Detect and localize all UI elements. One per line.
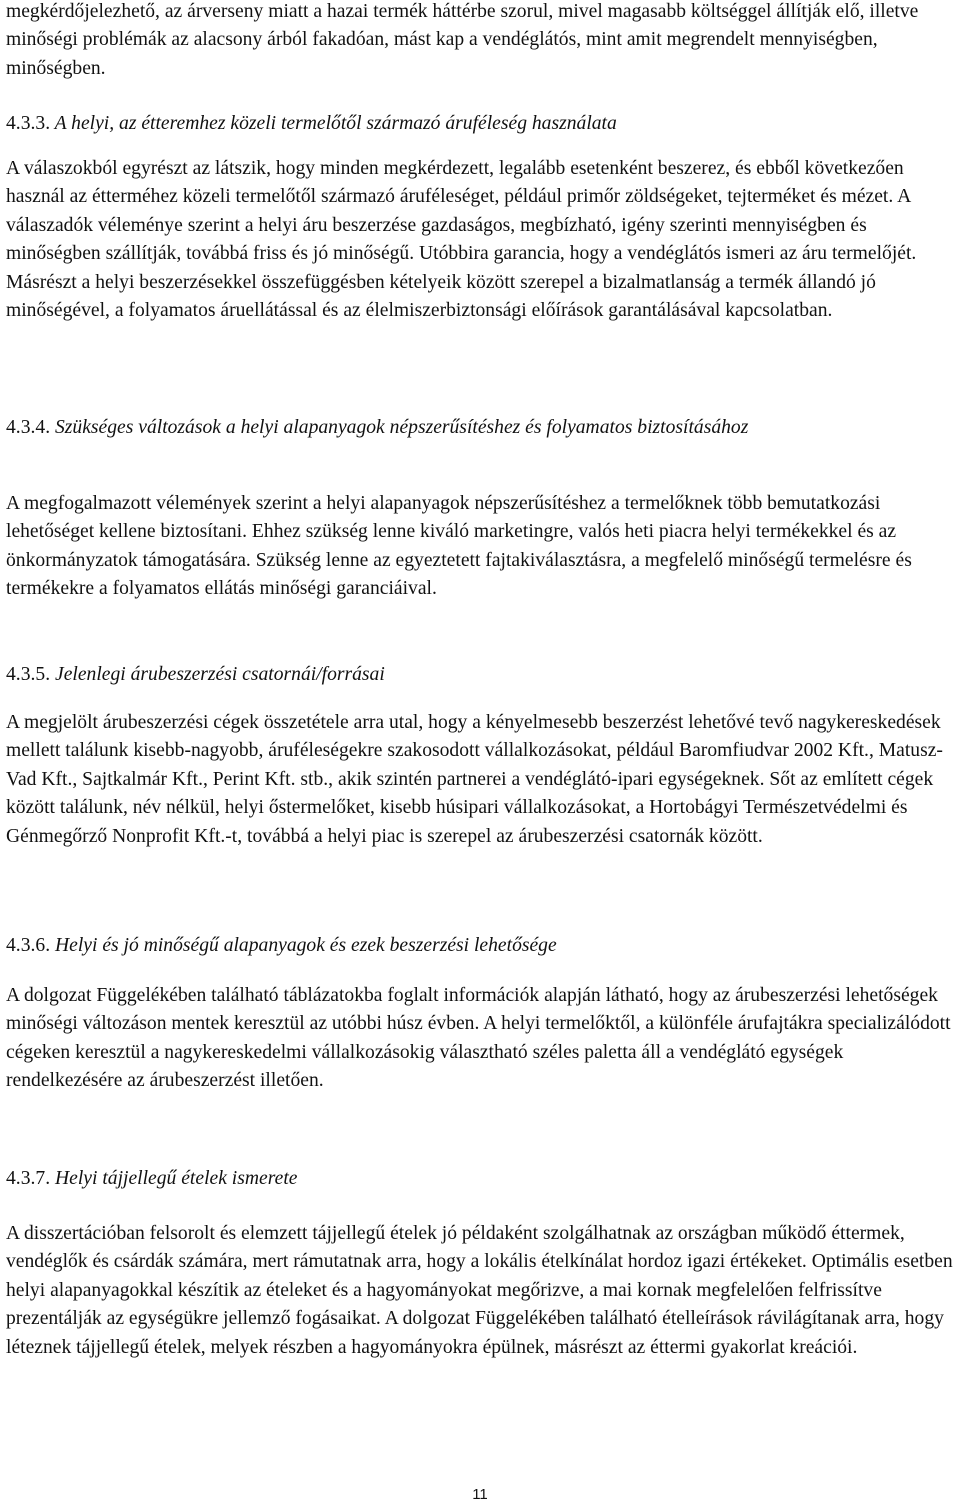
section-paragraph-4-3-7: A disszertációban felsorolt és elemzett tájjellegű ételek jó példaként szolgálhatnak az országban működő éttermek, vendéglők és csárdák számára, mert rámutatnak arra, hogy a lokális ételkínálat hordoz igazi értékeket. Optimális esetben helyi alapanyagokkal készítik az ételeket és a hagyományokat megőrizve, a mai kornak megfelelően felfrissítve prezentálják az egységükre jellemző fogásaikat. A dolgozat Függelékében található ételleírások rávilágítanak arra, hogy léteznek tájjellegű ételek, melyek részben a hagyományokra épülnek, másrészt az éttermi gyakorlat kreációi. [6, 1223, 953, 1358]
section-title: A helyi, az étteremhez közeli termelőtől származó áruféleség használata [54, 113, 617, 134]
section-paragraph-4-3-5: A megjelölt árubeszerzési cégek összetétele arra utal, hogy a kényelmesebb beszerzést lehetővé tevő nagykereskedések mellett találunk kisebb-nagyobb, áruféleségekre szakosodott vállalkozásokat, például Baromfiudvar 2002 Kft., Matusz-Vad Kft., Sajtkalmár Kft., Perint Kft. stb., akik szintén partnerei a vendéglátó-ipari egységeknek. Sőt az említett cégek között találunk, név nélkül, helyi őstermelőket, kisebb húsipari vállalkozásokat, a Hortobágyi Természetvédelmi és Génmegőrző Nonprofit Kft.-t, továbbá a helyi piac is szerepel az árubeszerzési csatornák között. [6, 712, 943, 847]
section-number: 4.3.4. [6, 417, 51, 438]
section-title: Helyi és jó minőségű alapanyagok és ezek beszerzési lehetősége [55, 935, 557, 956]
section-number: 4.3.7. [6, 1168, 51, 1189]
section-number: 4.3.6. [6, 935, 51, 956]
section-heading-4-3-6 [6, 932, 954, 960]
section-title: Helyi tájjellegű ételek ismerete [55, 1168, 298, 1189]
section-title: Jelenlegi árubeszerzési csatornái/forrásai [55, 664, 385, 685]
section-heading-4-3-5 [6, 661, 954, 689]
section-number: 4.3.5. [6, 664, 51, 685]
intro-paragraph: megkérdőjelezhető, az árverseny miatt a hazai termék háttérbe szorul, mivel magasabb költséggel állítják elő, illetve minőségi problémák az alacsony árból fakadóan, mást kap a vendéglátós, mint amit megrendelt mennyiségben, minőségben. [6, 1, 919, 79]
section-heading-4-3-7 [6, 1165, 954, 1193]
section-paragraph-4-3-3: A válaszokból egyrészt az látszik, hogy minden megkérdezett, legalább esetenként beszerez, és ebből következően használ az étterméhez közeli termelőtől származó áruféleséget, például primőr zöldségeket, tejterméket és mézet. A válaszadók véleménye szerint a helyi áru beszerzése gazdaságos, megbízható, igény szerinti mennyiségben és minőségben szállítják, továbbá friss és jó minőségű. Utóbbira garancia, hogy a vendéglátós ismeri az áru termelőjét. Másrészt a helyi beszerzésekkel összefüggésben kételyeik között szerepel a bizalmatlanság a termék állandó jó minőségével, a folyamatos áruellátással és az élelmiszerbiztonsági előírások garantálásával kapcsolatban. [6, 158, 917, 322]
section-number: 4.3.3. [6, 113, 51, 134]
section-heading-4-3-3 [6, 110, 954, 138]
section-heading-4-3-4 [6, 414, 954, 442]
page-number: 11 [472, 1486, 488, 1503]
section-paragraph-4-3-6: A dolgozat Függelékében található táblázatokba foglalt információk alapján látható, hogy az árubeszerzési lehetőségek minőségi változáson mentek keresztül az utóbbi húsz évben. A helyi termelőktől, a különféle árufajtákra specializálódott cégeken keresztül a nagykereskedelmi vállalkozásokig választható széles paletta áll a vendéglátó egységek rendelkezésére az árubeszerzést illetően. [6, 985, 951, 1092]
section-title: Szükséges változások a helyi alapanyagok népszerűsítéshez és folyamatos biztosításához [55, 417, 749, 438]
section-paragraph-4-3-4: A megfogalmazott vélemények szerint a helyi alapanyagok népszerűsítéshez a termelőknek több bemutatkozási lehetőséget kellene biztosítani. Ehhez szükség lenne kiváló marketingre, valós heti piacra helyi termékekkel és az önkormányzatok támogatására. Szükség lenne az egyeztetett fajtakiválasztásra, a megfelelő minőségű termelésre és termékekre a folyamatos ellátás minőségi garanciáival. [6, 493, 912, 600]
